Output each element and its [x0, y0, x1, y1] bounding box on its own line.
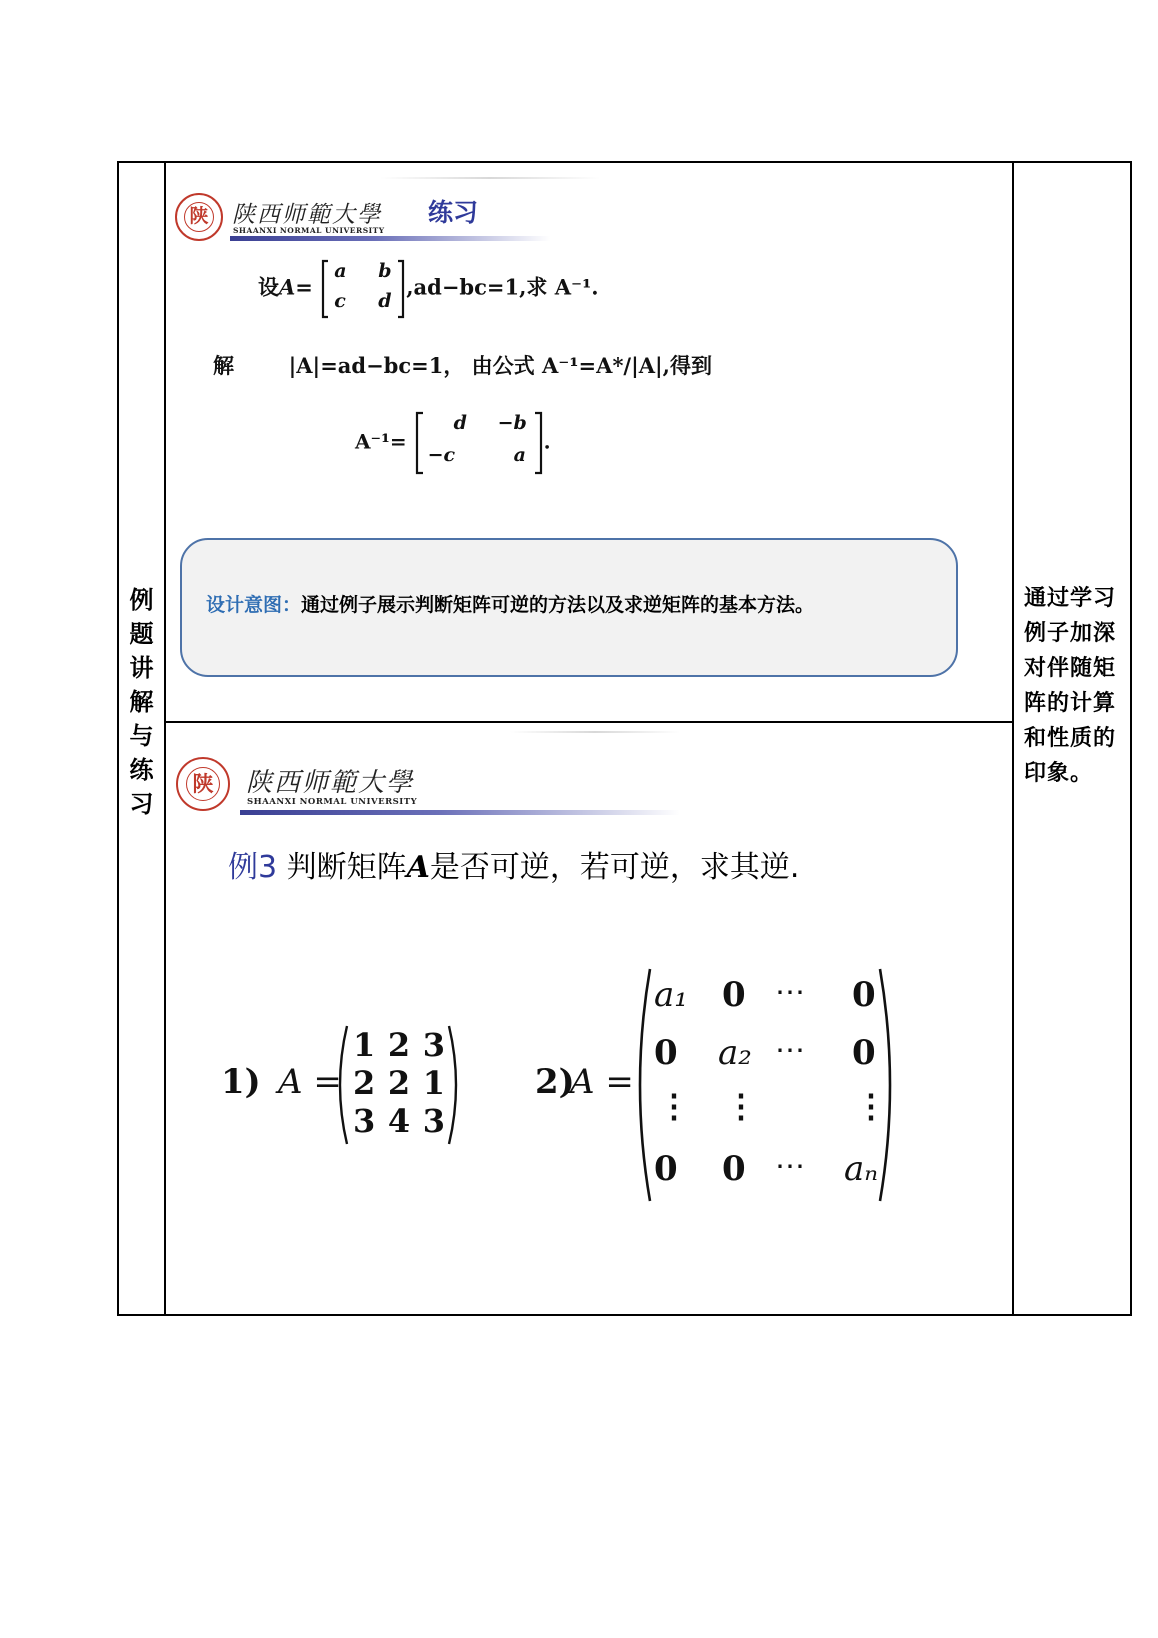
design-intent-body: 通过例子展示判断矩阵可逆的方法以及求逆矩阵的基本方法。 — [301, 594, 815, 616]
header-bar — [230, 236, 550, 241]
university-name-en: SHAANXI NORMAL UNIVERSITY — [233, 226, 385, 235]
matrix-entry: 2 — [387, 1064, 411, 1102]
matrix-entry: ⋮ — [658, 1087, 690, 1125]
matrix-entry: 2 — [353, 1064, 376, 1102]
label-char: 练 — [129, 756, 154, 784]
matrix-entry: 3 — [422, 1026, 445, 1064]
matrix-entry: 0 — [852, 975, 876, 1015]
matrix-entry: a₂ — [718, 1033, 752, 1073]
matrix-entry: 0 — [852, 1033, 876, 1073]
solution-text: |A|=ad−bc=1， 由公式 A⁻¹=A*/|A|,得到 — [288, 353, 712, 378]
slide-top-line — [510, 731, 680, 733]
matrix-entry: a — [334, 260, 347, 282]
university-name-en: SHAANXI NORMAL UNIVERSITY — [247, 797, 418, 807]
note-line: 对伴随矩 — [1024, 656, 1117, 681]
label-char: 例 — [129, 586, 154, 614]
column-divider-left — [164, 163, 166, 1314]
design-intent-label: 设计意图： — [206, 594, 302, 616]
part2-lhs: A = — [570, 1062, 634, 1102]
matrix-entry: −b — [497, 412, 527, 434]
right-column-note — [1024, 581, 1128, 791]
matrix-entry: 0 — [722, 1149, 746, 1189]
note-line: 印象。 — [1024, 761, 1094, 786]
matrix-entry: ⋮ — [855, 1087, 887, 1125]
seal-char: 陕 — [186, 767, 220, 801]
matrix-entry: 1 — [353, 1026, 376, 1064]
matrix-entry: ⋯ — [775, 1033, 805, 1068]
matrix-entry: 0 — [654, 1149, 678, 1189]
matrix-entry: aₙ — [844, 1149, 879, 1189]
matrix-bracket-icon — [320, 258, 406, 320]
example-3-heading: 例3 判断矩阵A是否可逆，若可逆，求其逆. — [228, 850, 800, 885]
matrix-entry: 2 — [387, 1026, 411, 1064]
matrix-entry: ⋮ — [725, 1087, 757, 1125]
part1-matrix — [333, 1022, 463, 1148]
header-bar — [240, 810, 680, 815]
matrix-entry: ⋯ — [775, 1149, 805, 1184]
note-line: 阵的计算 — [1024, 691, 1117, 716]
label-char: 题 — [129, 620, 154, 648]
matrix-entry: d — [378, 290, 392, 312]
matrix-entry: b — [378, 260, 392, 282]
matrix-entry: a — [513, 444, 526, 466]
part1-label: 1) — [221, 1062, 261, 1102]
design-intent-box — [180, 538, 958, 677]
part2-matrix — [630, 965, 900, 1205]
part1-lhs: A = — [278, 1062, 342, 1102]
matrix-entry: 4 — [387, 1102, 411, 1140]
label-char: 讲 — [129, 654, 154, 682]
note-line: 通过学习 — [1024, 586, 1117, 611]
university-seal-icon — [175, 193, 223, 241]
part2-label: 2) — [535, 1062, 575, 1102]
matrix-inverse — [414, 410, 544, 476]
matrix-entry: 0 — [654, 1033, 678, 1073]
solution-label: 解 — [213, 353, 234, 378]
problem-suffix: ,ad−bc=1,求 A⁻¹. — [406, 274, 599, 300]
matrix-entry: ⋯ — [775, 975, 805, 1010]
inverse-result: A⁻¹= d −b −c a . — [355, 410, 551, 476]
matrix-entry: 3 — [422, 1102, 445, 1140]
slide-top-line — [380, 177, 600, 179]
note-line: 例子加深 — [1024, 621, 1117, 646]
left-column-label — [119, 583, 164, 821]
note-line: 和性质的 — [1024, 726, 1117, 751]
matrix-A — [320, 258, 406, 320]
matrix-entry: 3 — [353, 1102, 376, 1140]
university-name-cn: 陕西师範大學 — [232, 202, 382, 228]
matrix-entry: c — [334, 290, 346, 312]
table-frame — [117, 161, 1132, 1316]
label-char: 与 — [129, 722, 154, 750]
example-label: 例3 — [228, 850, 278, 885]
matrix-entry: a₁ — [654, 975, 688, 1015]
row-divider — [164, 721, 1012, 723]
solution-line — [213, 350, 712, 380]
label-char: 习 — [129, 790, 154, 818]
matrix-entry: −c — [427, 444, 456, 466]
problem-statement: 设A= a b c d ,ad−bc=1,求 A⁻¹. — [258, 258, 599, 320]
seal-char: 陕 — [184, 202, 214, 232]
column-divider-right — [1012, 163, 1014, 1314]
slide-title: 练习 — [428, 198, 479, 227]
university-name-cn: 陕西师範大學 — [246, 768, 415, 798]
matrix-entry: d — [453, 412, 467, 434]
matrix-entry: 0 — [722, 975, 746, 1015]
matrix-entry: 1 — [422, 1064, 445, 1102]
inverse-lhs: A⁻¹= — [355, 429, 407, 454]
university-seal-icon — [176, 757, 230, 811]
label-char: 解 — [129, 688, 154, 716]
design-intent-text — [206, 590, 814, 617]
